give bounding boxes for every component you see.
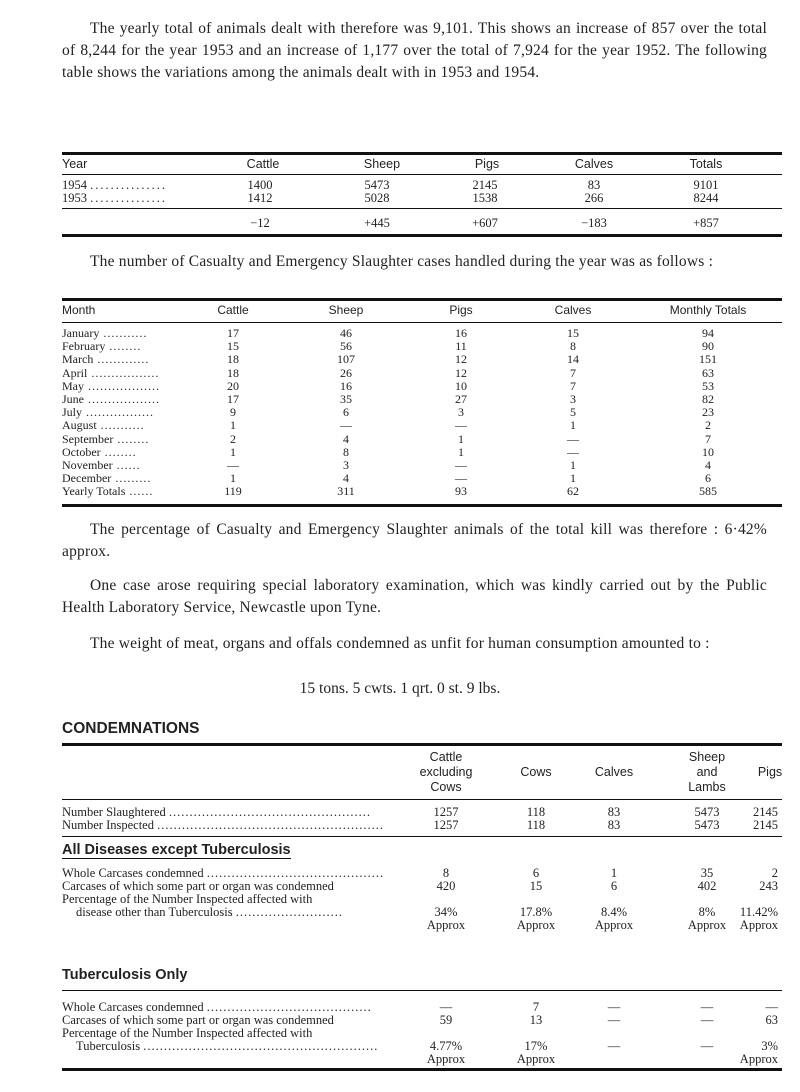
t2-cell: — <box>340 418 352 433</box>
t2-month-label: January ........... <box>62 326 148 340</box>
cond-value: Approx <box>594 918 634 932</box>
t2-cell: 56 <box>340 339 352 354</box>
t2-cell: 18 <box>227 352 239 367</box>
t1-cell: 8244 <box>693 191 719 205</box>
cond-value: Approx <box>516 918 556 932</box>
cond-value: Approx <box>426 1052 466 1066</box>
cond-value: 83 <box>607 818 621 832</box>
t2-month-label: June .................. <box>62 392 160 406</box>
cond-value: — <box>439 1000 453 1014</box>
cond-value: Approx <box>687 918 727 932</box>
t1-header-pigs: Pigs <box>474 157 500 171</box>
cond-value: — <box>700 1039 714 1053</box>
cond-value: 2145 <box>753 805 778 819</box>
t2-cell: 8 <box>570 339 576 354</box>
all-diseases-heading: All Diseases except Tuberculosis <box>62 842 291 858</box>
t2-cell: 82 <box>702 392 714 406</box>
cond-value: 6 <box>532 866 540 880</box>
t1-cell: 1538 <box>472 191 498 205</box>
t2-cell: 2 <box>705 418 711 433</box>
cond-header-cows: Cows <box>520 765 552 779</box>
t2-cell: 17 <box>227 392 239 406</box>
cond-value: 8.4% <box>600 905 628 919</box>
t2-header-pigs: Pigs <box>449 303 473 317</box>
t2-month-label: April ................. <box>62 365 160 380</box>
t2-header-cattle: Cattle <box>217 303 249 317</box>
t2-cell: 9 <box>230 405 236 420</box>
t1-cell: 5028 <box>364 191 390 205</box>
cond-value: 15 <box>529 879 543 893</box>
t2-cell: 311 <box>337 484 355 499</box>
t2-cell: 4 <box>705 458 711 472</box>
t1-cell: 9101 <box>693 178 719 192</box>
casualty-intro: The number of Casualty and Emergency Slaughter cases handled during the year was as follows : <box>90 253 714 270</box>
t2-cell: 53 <box>702 378 714 393</box>
t2-cell: 7 <box>570 378 576 393</box>
t2-cell: 62 <box>567 484 579 499</box>
t2-cell: 14 <box>567 352 579 367</box>
t2-month-label: July ................. <box>62 405 155 420</box>
weight-value: 15 tons. 5 cwts. 1 qrt. 0 st. 9 lbs. <box>299 680 501 697</box>
weight-paragraph: The weight of meat, organs and offals condemned as unfit for human consumption amounted to : <box>90 635 710 652</box>
t2-cell: 107 <box>337 352 355 367</box>
t2-cell: — <box>455 418 467 433</box>
tb-pct-label-2: Tuberculosis ......................................................... <box>76 1039 379 1053</box>
cond-value: 63 <box>765 1013 778 1027</box>
cond-header-cattle: Cattle excluding Cows <box>419 750 473 794</box>
intro-paragraph: The yearly total of animals dealt with therefore was 9,101. This shows an increase of 857 over the total of 8,244 for the year 1953 and an increase of 1,177 over the total of 7,924 for the year 1952. The following table shows the variations among the animals dealt with in 1953 and 1954. <box>62 20 767 81</box>
t2-cell: 23 <box>702 405 714 420</box>
t1-header-calves: Calves <box>574 157 614 171</box>
t2-cell: 8 <box>343 444 349 459</box>
cond-value: 2145 <box>753 818 778 832</box>
t2-cell: 90 <box>702 339 714 354</box>
t2-month-label: November ...... <box>62 458 141 472</box>
t2-header-month: Month <box>62 303 96 317</box>
cond-value: 17% <box>524 1039 548 1053</box>
cond-value: 59 <box>439 1013 453 1027</box>
cond-value: Approx <box>739 918 778 932</box>
cond-value: 4.77% <box>429 1039 463 1053</box>
t2-month-label: May .................. <box>62 378 160 393</box>
cond-header-sheep: Sheep and Lambs <box>688 750 726 794</box>
t2-cell: 1 <box>570 458 576 472</box>
cond-value: 1 <box>610 866 618 880</box>
t2-cell: — <box>455 471 467 486</box>
t2-cell: 1 <box>458 431 464 446</box>
cond-value: 83 <box>607 805 621 819</box>
t2-cell: 20 <box>227 378 239 393</box>
t1-header-sheep: Sheep <box>363 157 401 171</box>
t1-header-totals: Totals <box>689 157 723 171</box>
cond-value: — <box>607 1013 621 1027</box>
t2-month-label: March ............. <box>62 352 150 367</box>
t2-cell: 4 <box>343 431 349 446</box>
percentage-paragraph: The percentage of Casualty and Emergency Slaughter animals of the total kill was therefore : 6·42% approx. <box>62 521 767 560</box>
t2-cell: 1 <box>570 471 576 486</box>
cond-value: 5473 <box>694 818 720 832</box>
t2-cell: — <box>455 458 467 472</box>
t2-cell: 2 <box>230 431 236 446</box>
t2-month-label: December ......... <box>62 471 152 486</box>
t2-cell: 585 <box>699 484 717 499</box>
t2-cell: 17 <box>227 326 239 340</box>
cond-value: 2 <box>771 866 778 880</box>
cond-header-calves: Calves <box>594 765 634 779</box>
t2-cell: 1 <box>230 444 236 459</box>
t1-cell: 5473 <box>364 178 390 192</box>
t1-cell: 83 <box>587 178 601 192</box>
t2-cell: 94 <box>702 326 714 340</box>
t2-cell: 4 <box>343 471 349 486</box>
t2-header-calves: Calves <box>554 303 592 317</box>
t1-header-year: Year <box>62 157 88 171</box>
ad-pct-label-1: Percentage of the Number Inspected affected with <box>62 892 313 906</box>
cond-value: — <box>607 1000 621 1014</box>
t1-cell: 1412 <box>247 191 273 205</box>
t2-cell: 27 <box>455 392 467 406</box>
t2-month-label: February ........ <box>62 339 142 354</box>
t2-month-label: September ........ <box>62 431 150 446</box>
t2-cell: 1 <box>230 471 236 486</box>
cond-value: 13 <box>529 1013 543 1027</box>
t2-cell: 16 <box>455 326 467 340</box>
t1-cell: 2145 <box>472 178 498 192</box>
t2-cell: 16 <box>340 378 352 393</box>
t1-header-cattle: Cattle <box>246 157 280 171</box>
t2-cell: 10 <box>702 444 714 459</box>
t1-row-year: 1954 ............... <box>62 178 167 192</box>
cond-value: Approx <box>516 1052 556 1066</box>
t2-cell: 1 <box>230 418 236 433</box>
t2-cell: 11 <box>455 339 467 354</box>
t2-cell: 18 <box>227 365 239 380</box>
t1-diff: +857 <box>693 216 719 230</box>
tb-pct-label-1: Percentage of the Number Inspected affected with <box>62 1026 313 1040</box>
cond-value: 3% <box>761 1039 778 1053</box>
laboratory-paragraph: One case arose requiring special laboratory examination, which was kindly carried out by the Public Health Laboratory Service, Newcastle upon Tyne. <box>62 577 767 616</box>
t2-cell: 35 <box>340 392 352 406</box>
t2-cell: 26 <box>340 365 352 380</box>
cond-value: 243 <box>759 879 778 893</box>
tb-part-label: Carcases of which some part or organ was condemned <box>62 1013 334 1027</box>
t2-cell: 12 <box>455 365 467 380</box>
cond-value: 1257 <box>433 805 459 819</box>
t2-cell: 5 <box>570 405 576 420</box>
cond-value: Approx <box>739 1052 778 1066</box>
cond-value: 8% <box>698 905 716 919</box>
cond-value: 1257 <box>433 818 459 832</box>
t2-cell: 7 <box>570 365 576 380</box>
t2-cell: 119 <box>224 484 242 499</box>
t2-cell: 15 <box>227 339 239 354</box>
t2-month-label: Yearly Totals ...... <box>62 484 154 499</box>
t1-diff: −12 <box>250 216 270 230</box>
t2-cell: 6 <box>343 405 349 420</box>
inspected-label: Number Inspected ....................................................... <box>62 818 384 832</box>
cond-value: 35 <box>700 866 714 880</box>
t2-cell: 1 <box>570 418 576 433</box>
t1-cell: 266 <box>584 191 604 205</box>
condemnations-heading: CONDEMNATIONS <box>62 720 200 737</box>
ad-part-label: Carcases of which some part or organ was condemned <box>62 879 334 893</box>
t2-cell: 3 <box>570 392 576 406</box>
tb-whole-label: Whole Carcases condemned ........................................ <box>62 1000 372 1014</box>
t2-cell: — <box>567 431 579 446</box>
cond-value: 5473 <box>694 805 720 819</box>
t2-cell: 1 <box>458 444 464 459</box>
t2-cell: 151 <box>699 352 717 367</box>
t1-cell: 1400 <box>247 178 273 192</box>
cond-value: 6 <box>610 879 618 893</box>
cond-value: 118 <box>526 805 546 819</box>
t2-cell: 63 <box>702 365 714 380</box>
t2-month-label: October ........ <box>62 444 137 459</box>
t2-cell: 93 <box>455 484 467 499</box>
cond-value: 420 <box>436 879 456 893</box>
cond-value: 7 <box>532 1000 540 1014</box>
cond-value: 8 <box>442 866 450 880</box>
t2-cell: 12 <box>455 352 467 367</box>
cond-value: 34% <box>434 905 458 919</box>
t2-month-label: August ........... <box>62 418 145 433</box>
ad-whole-label: Whole Carcases condemned ........................................... <box>62 866 385 880</box>
cond-value: 17.8% <box>519 905 553 919</box>
cond-value: 402 <box>697 879 717 893</box>
t2-cell: 46 <box>340 326 352 340</box>
tb-heading: Tuberculosis Only <box>62 967 188 983</box>
t2-cell: 6 <box>705 471 711 486</box>
t2-cell: 7 <box>705 431 711 446</box>
t2-header-monthly-totals: Monthly Totals <box>669 303 747 317</box>
t2-cell: — <box>567 444 579 459</box>
cond-value: — <box>765 1000 778 1014</box>
t2-cell: 10 <box>455 378 467 393</box>
t2-header-sheep: Sheep <box>328 303 364 317</box>
cond-value: 11.42% <box>739 905 778 919</box>
cond-header-pigs: Pigs <box>757 765 783 779</box>
cond-value: — <box>700 1000 714 1014</box>
cond-value: 118 <box>526 818 546 832</box>
t1-row-year: 1953 ............... <box>62 191 167 205</box>
t1-diff: −183 <box>581 216 607 230</box>
cond-value: — <box>607 1039 621 1053</box>
ad-pct-label-2: disease other than Tuberculosis .......................... <box>76 905 343 919</box>
t2-cell: 15 <box>567 326 579 340</box>
t2-cell: 3 <box>458 405 464 420</box>
t2-cell: — <box>227 458 239 472</box>
cond-value: Approx <box>426 918 466 932</box>
t1-diff: +445 <box>364 216 390 230</box>
cond-value: — <box>700 1013 714 1027</box>
t1-diff: +607 <box>472 216 498 230</box>
slaughtered-label: Number Slaughtered ................................................. <box>62 805 372 819</box>
t2-cell: 3 <box>343 458 349 472</box>
